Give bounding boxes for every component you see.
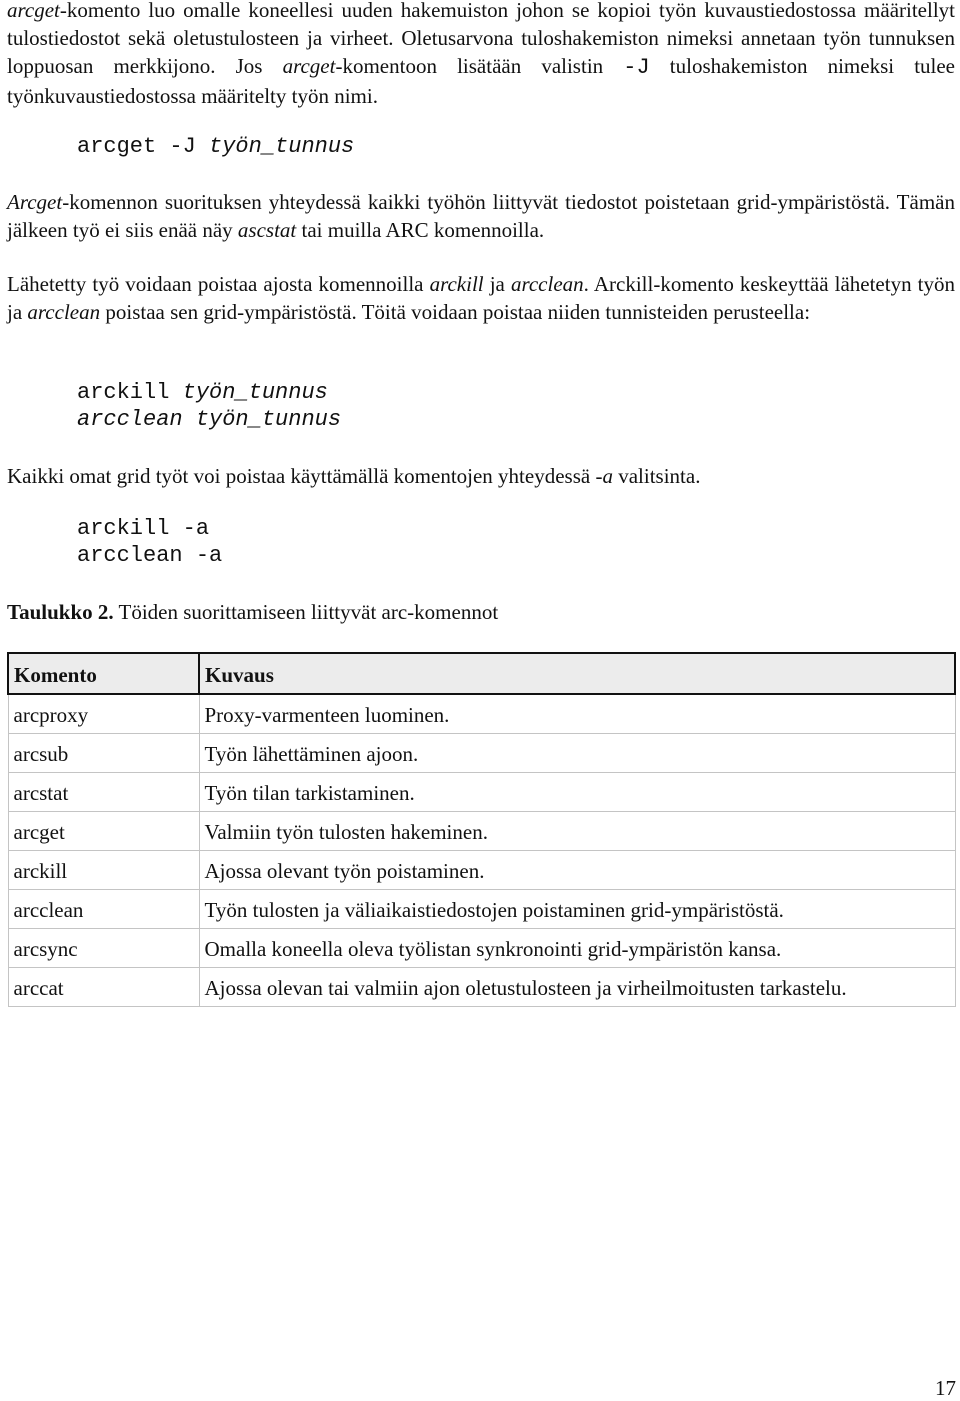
arc-commands-table [7,652,956,1007]
table-row [8,694,955,734]
table-row [8,734,955,773]
description-cell: Ajossa olevan tai valmiin ajon oletustulosteen ja virheilmoitusten tarkastelu. [199,968,955,1007]
code-line: arckill työn_tunnus [77,380,328,405]
description-cell: Työn tulosten ja väliaikaistiedostojen poistaminen grid-ympäristöstä. [199,890,955,929]
option-flag: -a [595,464,613,488]
command-name: arcget [282,54,336,78]
command-cell: arcproxy [8,694,199,734]
command-name: arcget [7,0,60,22]
command-cell: arccat [8,968,199,1007]
option-flag: -J [623,55,650,80]
paragraph-remove-jobs: Lähetetty työ voidaan poistaa ajosta komennoilla arckill ja arcclean. Arckill-komento keskeyttää lähetetyn työn ja arcclean poistaa sen grid-ympäristöstä. Töitä voidaan poistaa niiden tunnisteiden perusteella: [7,272,956,324]
table-header-row [8,653,955,694]
description-cell: Työn lähettäminen ajoon. [199,734,955,773]
command-cell: arcclean [8,890,199,929]
table-caption-label: Taulukko 2. [7,600,114,624]
code-line: arcclean -a [77,543,223,568]
table-row [8,773,955,812]
table-row [8,890,955,929]
code-block-arcget: arcget -J työn_tunnus [77,134,355,159]
command-cell: arcsub [8,734,199,773]
code-block-all [77,515,222,569]
code-line: arckill -a [77,516,210,541]
table-row [8,968,955,1007]
description-cell: Valmiin työn tulosten hakeminen. [199,812,955,851]
description-cell: Työn tilan tarkistaminen. [199,773,955,812]
column-header-description: Kuvaus [199,653,955,694]
command-name: arcclean [510,272,584,296]
paragraph-arcget-intro: arcget-komento luo omalle koneellesi uuden hakemuiston johon se kopioi työn kuvaustiedostossa määritellyt tulostiedostot sekä oletustulosteen ja virheet. Oletusarvona tuloshakemiston nimeksi annetaan työn tunnuksen loppuosan merkkijono. Jos arcget-komentoon lisätään valistin -J tuloshakemiston nimeksi tulee työnkuvaustiedostossa määritelty työn nimi. [7,0,956,108]
table-row [8,929,955,968]
command-name: Arcget [7,190,63,214]
command-name: arcclean [27,300,101,324]
column-header-command: Komento [8,653,199,694]
paragraph-remove-all: Kaikki omat grid työt voi poistaa käyttämällä komentojen yhteydessä -a valitsinta. [7,464,701,488]
command-cell: arcsync [8,929,199,968]
table-caption [7,598,498,626]
command-cell: arcstat [8,773,199,812]
table-caption-text: Töiden suorittamiseen liittyvät arc-komennot [113,600,499,624]
command-name: ascstat [237,218,297,242]
command-cell: arckill [8,851,199,890]
command-cell: arcget [8,812,199,851]
table-row [8,812,955,851]
code-line: arcclean työn_tunnus [77,407,342,432]
command-name: arckill [429,272,484,296]
code-block-kill-clean [77,379,341,433]
description-cell: Proxy-varmenteen luominen. [199,694,955,734]
description-cell: Ajossa olevant työn poistaminen. [199,851,955,890]
description-cell: Omalla koneella oleva työlistan synkronointi grid-ympäristön kansa. [199,929,955,968]
paragraph-arcget-cleanup: Arcget-komennon suorituksen yhteydessä kaikki työhön liittyvät tiedostot poistetaan grid-ympäristöstä. Tämän jälkeen työ ei siis enää näy ascstat tai muilla ARC komennoilla. [7,190,955,242]
page-number: 17 [935,1376,956,1400]
table-row [8,851,955,890]
